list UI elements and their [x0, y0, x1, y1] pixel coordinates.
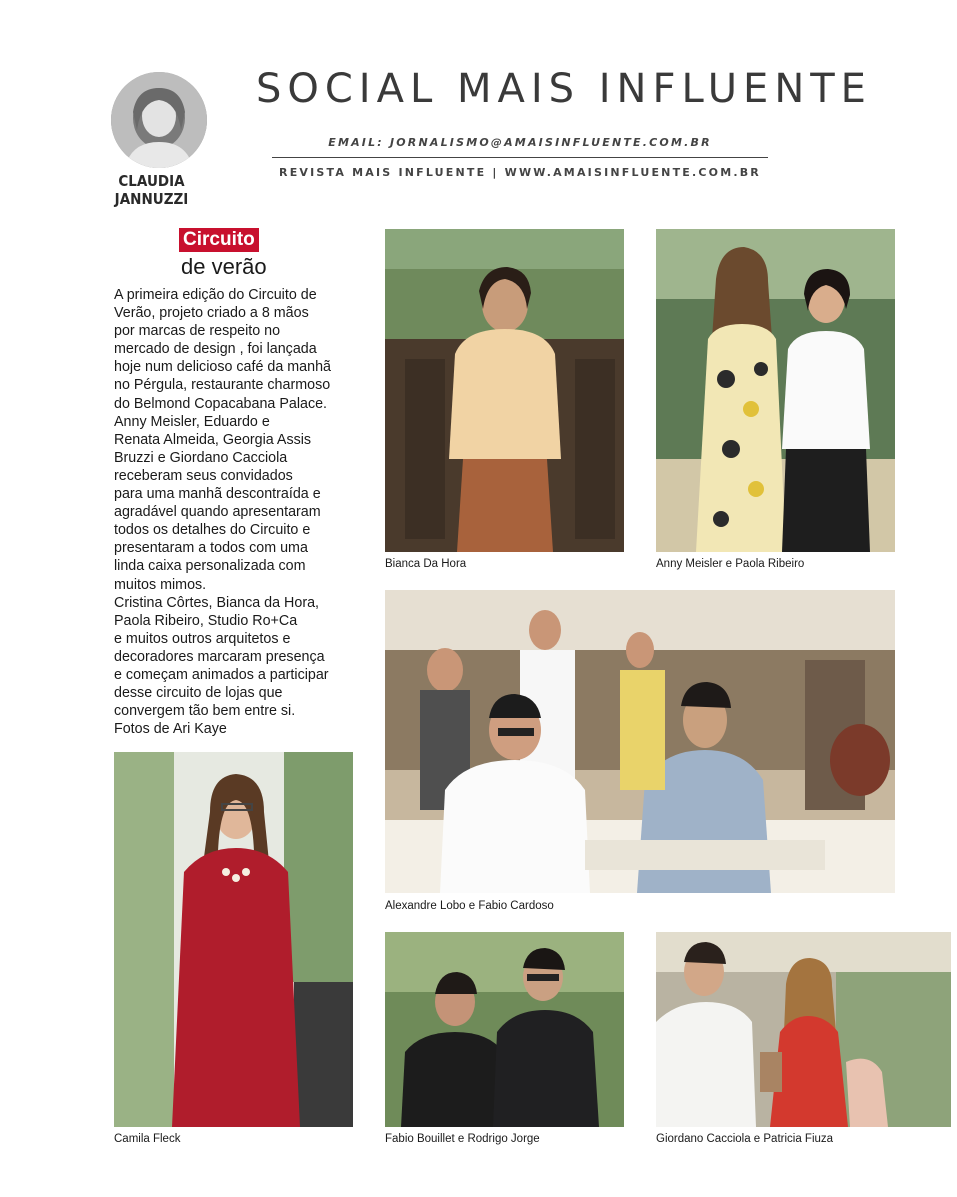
masthead-title: SOCIAL MAIS INFLUENTE	[256, 66, 872, 112]
caption-fabio-rodrigo: Fabio Bouillet e Rodrigo Jorge	[385, 1133, 540, 1145]
photo-alexandre-fabio	[385, 590, 895, 893]
contact-email: EMAIL: JORNALISMO@AMAISINFLUENTE.COM.BR	[328, 136, 712, 149]
photo-camila-fleck	[114, 752, 353, 1127]
photo-bianca-da-hora	[385, 229, 624, 552]
caption-bianca-da-hora: Bianca Da Hora	[385, 558, 467, 570]
caption-giordano-patricia: Giordano Cacciola e Patricia Fiuza	[656, 1133, 834, 1145]
caption-anny-paola: Anny Meisler e Paola Ribeiro	[656, 558, 805, 570]
caption-alexandre-fabio: Alexandre Lobo e Fabio Cardoso	[385, 900, 554, 912]
article-body: A primeira edição do Circuito de Verão, projeto criado a 8 mãos por marcas de respeito no mercado de design , foi lançada hoje num delicioso café da manhã no Pérgula, restaurante charmoso do Belmond Copacabana Palace. Anny Meisler, Eduardo e Renata Almeida, Georgia Assis Bruzzi e Giordano Cacciola receberam seus convidados para uma manhã descontraída e agradável quando apresentaram todos os detalhes do Circuito e presentaram a todos com uma linda caixa personalizada com muitos mimos. Cristina Côrtes, Bianca da Hora, Paola Ribeiro, Studio Ro+Ca e muitos outros arquitetos e decoradores marcaram presença e começam animados a participar desse circuito de lojas que convergem tão bem entre si. Fotos de Ari Kaye	[114, 287, 331, 738]
photo-giordano-patricia	[656, 932, 951, 1127]
photo-fabio-rodrigo	[385, 932, 624, 1127]
caption-camila-fleck: Camila Fleck	[114, 1133, 181, 1145]
header-divider	[272, 157, 768, 158]
article-kicker: Circuito	[179, 228, 259, 252]
columnist-photo	[111, 72, 207, 168]
photo-anny-paola	[656, 229, 895, 552]
article-subtitle: de verão	[181, 254, 267, 279]
magazine-website-line: REVISTA MAIS INFLUENTE | WWW.AMAISINFLUENTE.COM.BR	[279, 166, 761, 179]
columnist-name: CLAUDIA JANNUZZI	[114, 172, 189, 208]
